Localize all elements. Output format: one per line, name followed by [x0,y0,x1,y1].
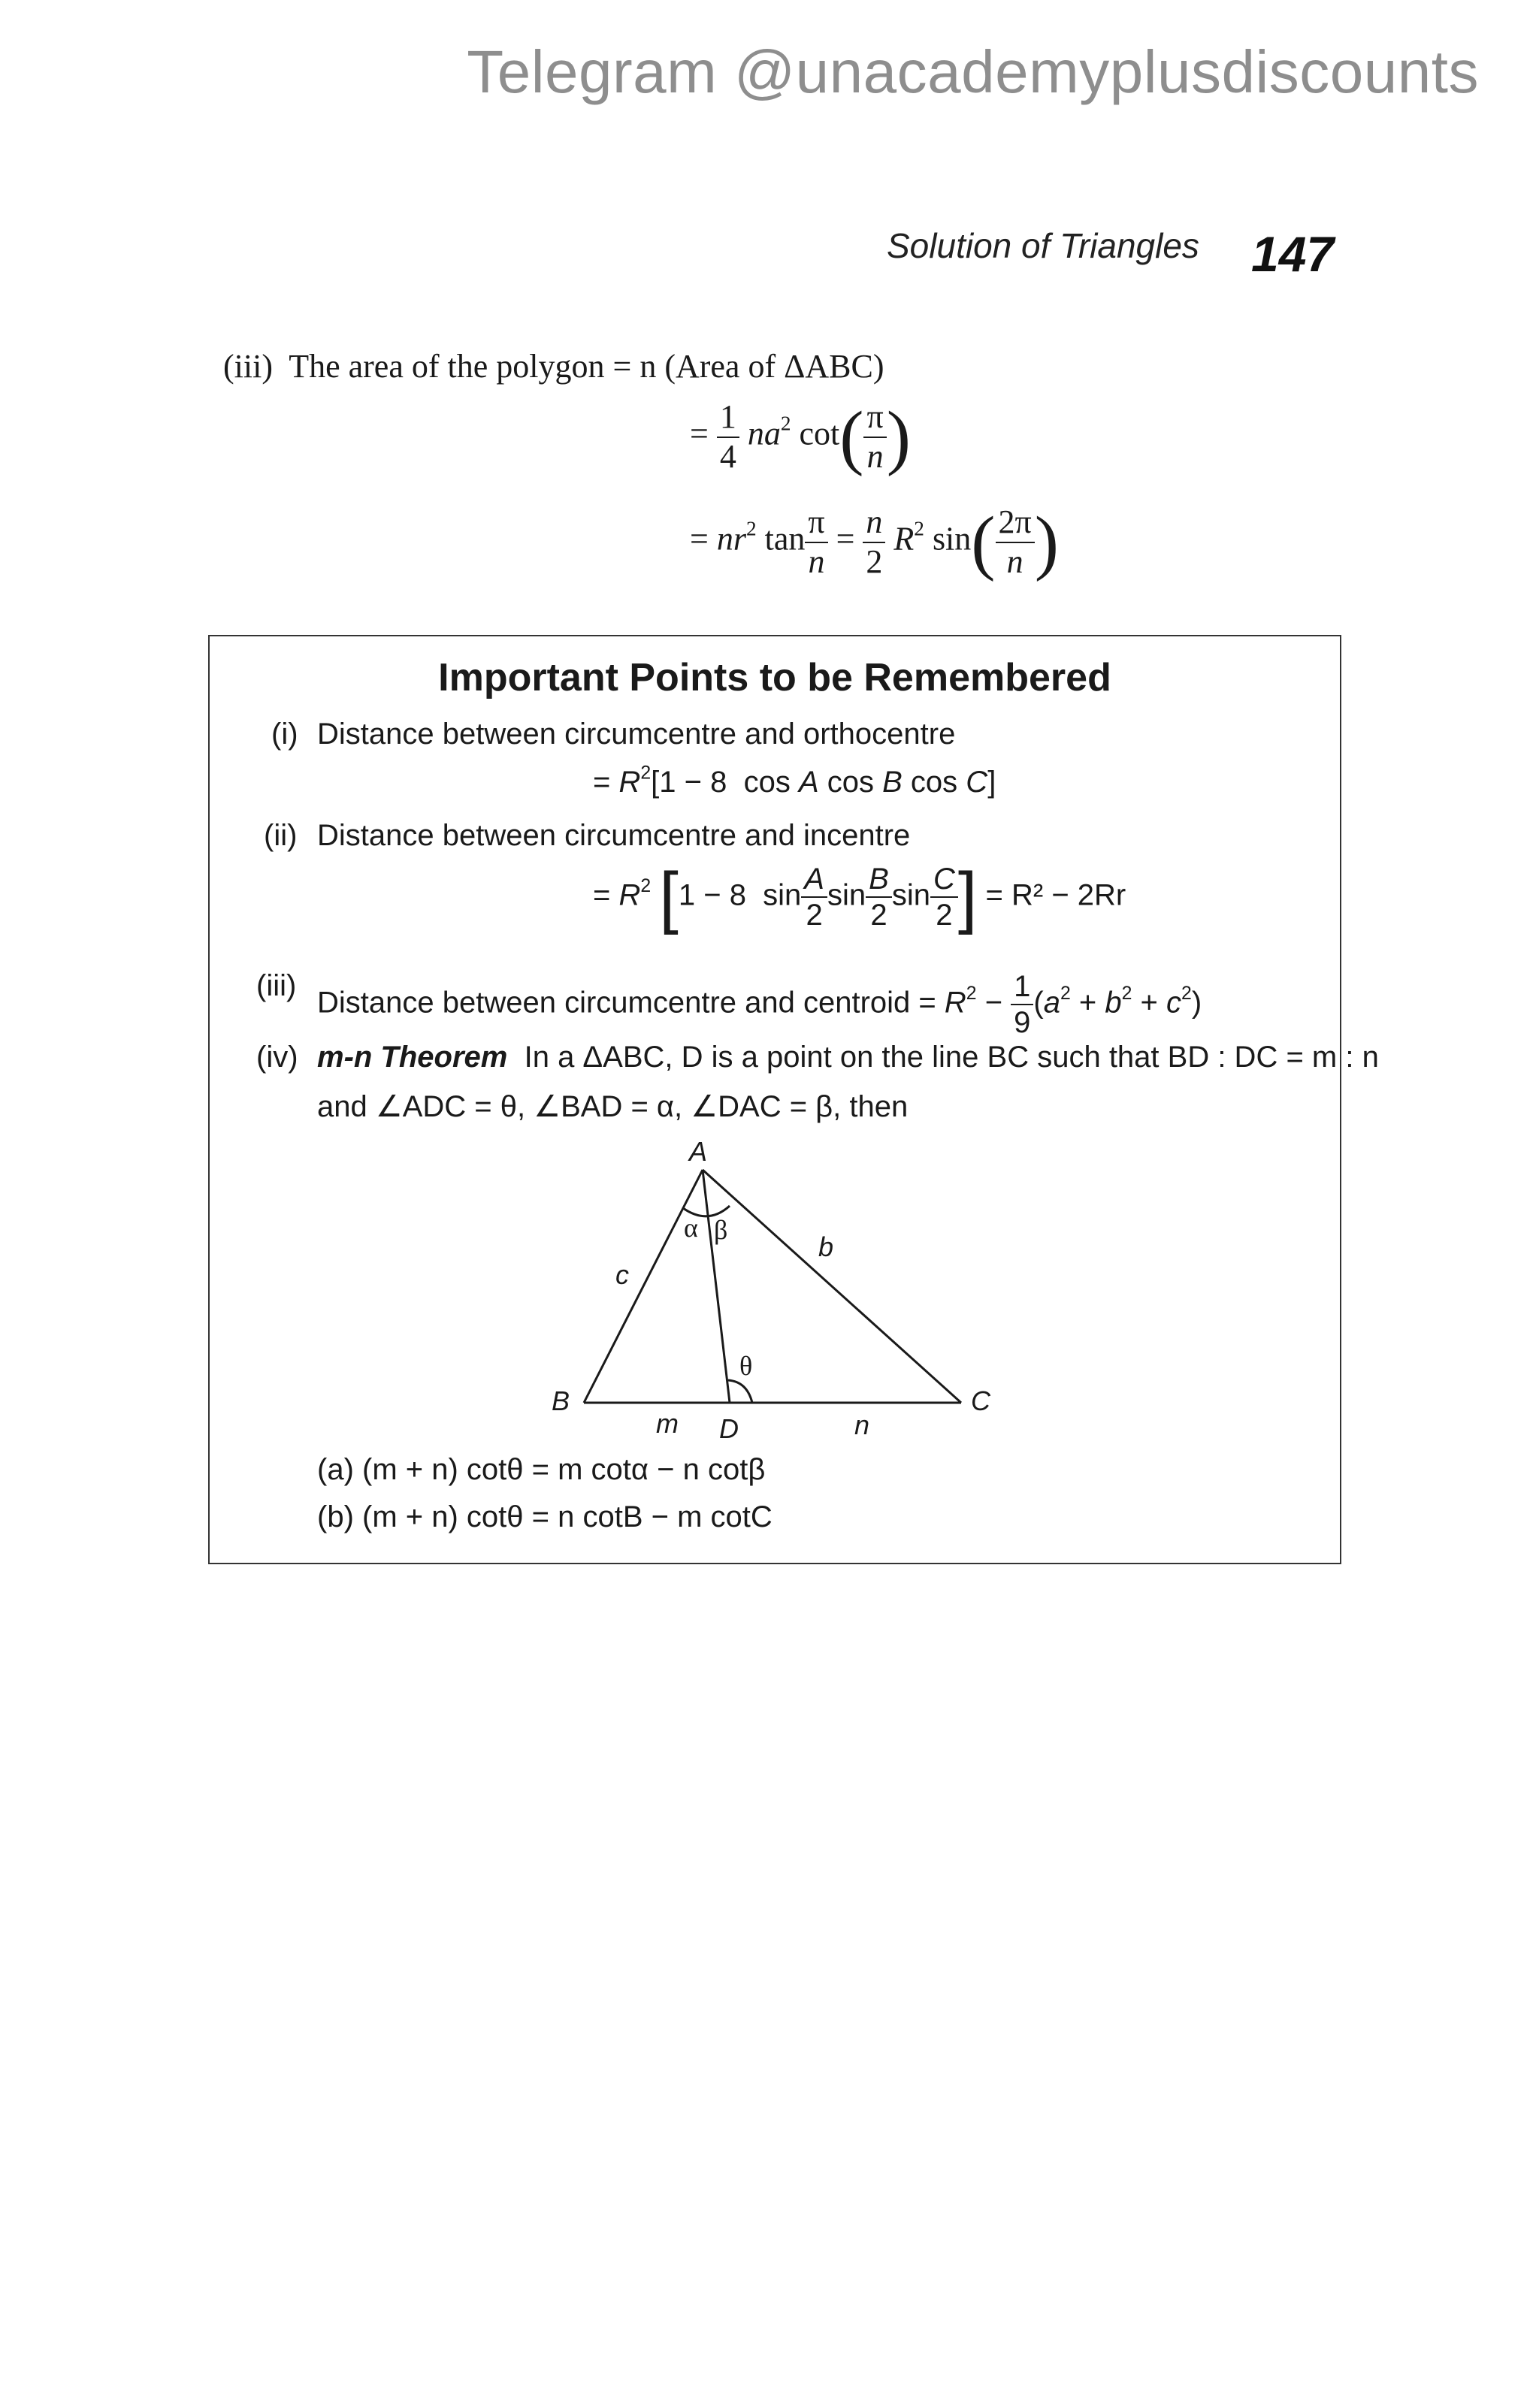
running-head: Solution of Triangles [887,226,1199,265]
watermark: Telegram @unacademyplusdiscounts [467,38,1479,105]
fraction: $\frac{1}{4}$ [717,398,739,476]
side-c-label: c [615,1259,629,1290]
theorem-name: m-n Theorem [317,1041,508,1074]
angle-arc-d [728,1380,752,1403]
area-rhs: n (Area of ΔABC) [639,348,884,385]
item-i-text: Distance between circumcentre and orthocentre [317,718,956,751]
triangle-figure [210,636,1343,1566]
angle-alpha-label: α [684,1213,698,1243]
fraction: $\frac{\pi}{n}$ [863,398,886,476]
side-ab [584,1170,703,1403]
theorem-statement: In a ΔABC, D is a point on the line BC such that BD : DC = m : n [524,1041,1379,1074]
item-iv-text-2: and ∠ADC = θ, ∠BAD = α, ∠DAC = β, then [317,1090,909,1123]
area-line-3: = $nr^2$ tan $\frac{\pi}{n}$ = $\frac{n}{2}$ $R^2$ sin( $\frac{2\pi}{n}$ ) [690,501,1059,582]
segment-n-label: n [854,1409,870,1440]
cevian-ad [703,1170,730,1403]
fraction: $\frac{1}{9}$ [1011,969,1033,1040]
item-iii-description: Distance between circumcentre and centroid [317,986,911,1020]
important-points-box [208,635,1379,1564]
vertex-c-label: C [971,1385,990,1416]
area-line-1: (iii) The area of the polygon = n (Area of ΔABC) [223,348,884,385]
angle-theta-label: θ [739,1351,753,1381]
item-iii-label: (iii) [256,969,297,1002]
fraction: $\frac{\pi}{n}$ [805,503,827,581]
item-ii-text: Distance between circumcentre and incentre [317,819,911,852]
vertex-b-label: B [552,1385,570,1416]
item-ii-label: (ii) [264,819,298,852]
side-b-label: b [818,1231,834,1262]
result-b: (b) (m + n) cotθ = n cotB − m cotC [317,1500,773,1533]
vertex-d-label: D [719,1413,739,1444]
item-ii-formula-tail: = R² − 2Rr [985,878,1126,912]
item-ii-formula: = $R^2$ [1 − 8 sin $\frac{A}{2}$ sin $\frac{B}{2}$ sin $\frac{C}{2}$ ] = R² − 2Rr [593,859,1126,935]
item-i-label: (i) [271,718,298,751]
fraction: $\frac{2\pi}{n}$ [996,503,1035,581]
box-title: Important Points to be Remembered [438,656,1111,699]
area-intro: The area of the polygon [289,348,605,385]
fraction: $\frac{n}{2}$ [863,503,885,581]
item-iii-text: Distance between circumcentre and centroid = $R^2$ − $\frac{1}{9}$ $(a^2 + b^2 + c^2)$ [317,970,1202,1039]
page-number: 147 [1251,226,1335,282]
segment-m-label: m [656,1408,679,1439]
area-label: (iii) [223,348,273,385]
item-i-formula: = $R^2[1 - 8$ cos A cos B cos C] [593,763,996,799]
result-a: (a) (m + n) cotθ = m cotα − n cotβ [317,1453,766,1486]
vertex-a-label: A [689,1136,708,1167]
area-line-2: = $\frac{1}{4}$ $na^2$ cot( $\frac{\pi}{n}$ ) [690,396,911,477]
angle-beta-label: β [714,1215,728,1245]
item-iv-label: (iv) [256,1041,298,1074]
